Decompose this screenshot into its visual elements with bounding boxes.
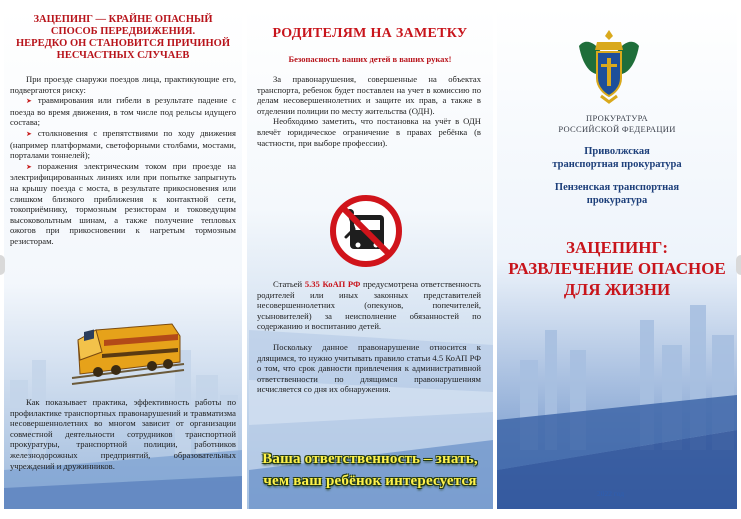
title-line: СПОСОБ ПЕРЕДВИЖЕНИЯ. xyxy=(50,26,196,37)
risk-text: столкновения с препятствиями по ходу движения (например платформами, светофорными столбами, мостами, порталами тоннелей); xyxy=(10,127,236,161)
org-line: Приволжская xyxy=(584,146,650,157)
headline-line: ЗАЦЕПИНГ: xyxy=(566,238,668,257)
practice-section xyxy=(10,397,236,471)
headline-line: ДЛЯ ЖИЗНИ xyxy=(563,280,671,299)
risks-section xyxy=(10,74,236,247)
slogan xyxy=(247,448,493,492)
risk-item xyxy=(10,128,236,161)
brochure-headline xyxy=(497,237,737,300)
org-name xyxy=(497,113,737,135)
locomotive-icon xyxy=(68,316,188,388)
org-line: Пензенская транспортная xyxy=(554,182,680,193)
panel-left xyxy=(4,8,242,509)
text: предусмотрена ответственность родителей или иных законных представителей несовершеннолетних (опекунов, попечителей, усыновителей) за неисполнение обязанностей по содержанию и воспитанию детей. xyxy=(257,279,481,332)
risk-text: травмирования или гибели в результате падение с поезда во время движения, в том числе под рельсы идущего состава; xyxy=(10,95,236,128)
risks-intro: При проезде снаружи поездов лица, практикующие его, подвергаются риску: xyxy=(10,74,236,95)
risk-item xyxy=(10,161,236,247)
article-ref: 5.35 КоАП РФ xyxy=(304,279,361,289)
parents-text-top xyxy=(257,74,481,148)
bullet-arrow-icon: ➤ xyxy=(26,129,32,138)
parents-subtitle: Безопасность ваших детей в ваших руках! xyxy=(288,54,452,64)
paragraph: Поскольку данное правонарушение относится к длящимся, то нужно учитывать правило статьи 4.5 КоАП РФ о том, что срок давности привлечения к административной ответственности по длящимся правонарушениям исчисляется со дня их обнаружения. xyxy=(257,341,481,395)
org-line: ПРОКУРАТУРА xyxy=(586,113,648,123)
parents-text-bottom xyxy=(257,279,481,395)
paragraph: За правонарушения, совершенные на объектах транспорта, ребенок будет поставлен на учет в комиссию по делам несовершеннолетних и защите их прав, а также в отделении полиции по месту жительства (ОДН). xyxy=(257,74,481,116)
headline-line: РАЗВЛЕЧЕНИЕ ОПАСНОЕ xyxy=(508,259,726,278)
viewer-left-edge[interactable] xyxy=(0,255,5,275)
text: Статьей xyxy=(273,279,303,289)
paragraph xyxy=(257,279,481,332)
title-line: ЗАЦЕПИНГ — КРАЙНЕ ОПАСНЫЙ xyxy=(33,14,213,25)
panel-middle xyxy=(247,8,493,509)
org-line: РОССИЙСКОЙ ФЕДЕРАЦИИ xyxy=(558,124,676,134)
title-line: НЕРЕДКО ОН СТАНОВИТСЯ ПРИЧИНОЙ xyxy=(16,38,230,49)
risk-item xyxy=(10,95,236,128)
bullet-arrow-icon: ➤ xyxy=(26,97,32,106)
no-train-surfing-icon xyxy=(328,193,404,269)
penza-prosecutor xyxy=(497,181,737,207)
panel-right xyxy=(497,8,737,509)
slogan-line: чем ваш ребёнок интересуется xyxy=(263,473,477,489)
volga-prosecutor xyxy=(497,145,737,171)
slogan-line: Ваша ответственность – знать, xyxy=(262,451,478,467)
org-line: транспортная прокуратура xyxy=(552,159,682,170)
org-line: прокуратура xyxy=(586,195,648,206)
panel-left-title xyxy=(8,14,238,62)
year-label: 2022 год xyxy=(597,489,625,498)
viewer-right-edge[interactable] xyxy=(736,255,741,275)
parents-title: РОДИТЕЛЯМ НА ЗАМЕТКУ xyxy=(272,26,468,41)
emblem-icon xyxy=(573,24,645,104)
paragraph: Необходимо заметить, что постановка на учёт в ОДН влечёт юридическое ограничение в правах ребёнка (в частности, при выборе профессии). xyxy=(257,116,481,148)
bullet-arrow-icon: ➤ xyxy=(26,162,32,171)
practice-text: Как показывает практика, эффективность работы по профилактике транспортных правонарушений и травматизма несовершеннолетних во многом зависит от организации совместной деятельности сотрудников транспортной прокуратуры, транспортной полиции, работников железнодорожных предприятий, образовательных учреждений и дружинников. xyxy=(10,397,236,471)
risk-text: поражения электрическим током при проезде на электрифицированных линиях или при попытке запрыгнуть на крышу поезда с моста, в результате прикосновения или слишком близкого приближения к контактной сети, токоприёмнику, тормозным резисторам и токоведущим высоковольтным шинам, а также получение тепловых ожогов при прикосновении к нагретым тормозным резисторам. xyxy=(10,160,236,246)
title-line: НЕСЧАСТНЫХ СЛУЧАЕВ xyxy=(56,50,190,61)
